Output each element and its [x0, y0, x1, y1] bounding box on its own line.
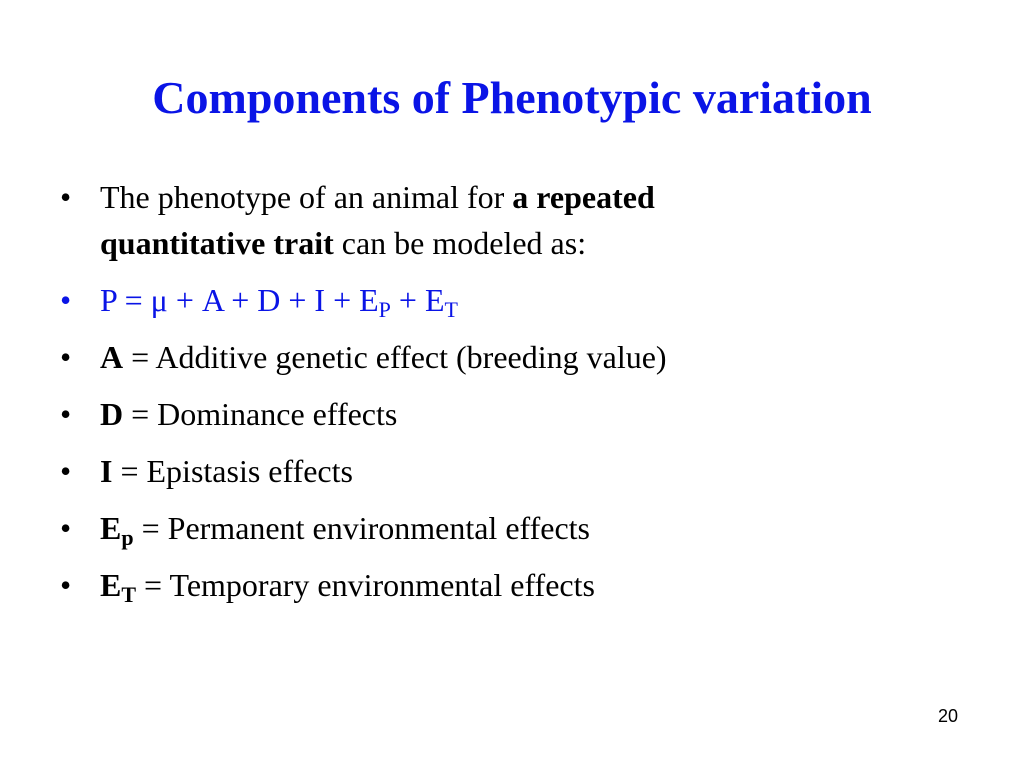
bullet-additive [58, 334, 978, 380]
term-ep-definition: Permanent environmental effects [167, 510, 590, 546]
bullet-equation [58, 277, 978, 323]
term-a-separator: = [123, 339, 156, 375]
bullet-list [58, 174, 978, 619]
term-et-subscript: T [121, 582, 137, 607]
term-i: I [100, 453, 113, 489]
equation-main: P = μ + A + D + I + E [100, 282, 379, 318]
intro-bold-a: a repeated [512, 179, 655, 215]
term-a: A [100, 339, 124, 375]
bullet-icon: • [60, 282, 72, 318]
bullet-icon: • [60, 179, 72, 215]
bullet-icon: • [60, 510, 72, 546]
bullet-icon: • [60, 567, 72, 603]
intro-text-start: The phenotype of an animal for [100, 179, 513, 215]
bullet-intro [58, 174, 978, 266]
term-d-separator: = [123, 396, 158, 432]
equation-mid: + E [390, 282, 445, 318]
intro-bold-b: quantitative trait [100, 225, 334, 261]
bullet-icon: • [60, 339, 72, 375]
slide-title: Components of Phenotypic variation [152, 72, 872, 123]
term-i-separator: = [112, 453, 147, 489]
term-ep-letter: E [100, 510, 122, 546]
bullet-icon: • [60, 396, 72, 432]
bullet-icon: • [60, 453, 72, 489]
term-ep [100, 510, 134, 550]
term-a-definition: Additive genetic effect (breeding value) [155, 339, 667, 375]
bullet-temporary [58, 562, 978, 608]
term-ep-subscript: p [121, 525, 134, 550]
term-d: D [100, 396, 124, 432]
term-et-letter: E [100, 567, 122, 603]
equation-subscript-t: T [444, 297, 458, 322]
term-et-separator: = [136, 567, 170, 603]
bullet-permanent [58, 505, 978, 551]
term-ep-separator: = [133, 510, 168, 546]
term-et [100, 567, 137, 607]
term-i-definition: Epistasis effects [146, 453, 353, 489]
intro-text-end: can be modeled as: [333, 225, 587, 261]
term-d-definition: Dominance effects [157, 396, 398, 432]
term-et-definition: Temporary environmental effects [169, 567, 595, 603]
page-number: 20 [938, 706, 959, 726]
equation-subscript-p: P [378, 297, 391, 322]
bullet-epistasis [58, 448, 978, 494]
bullet-dominance [58, 391, 978, 437]
